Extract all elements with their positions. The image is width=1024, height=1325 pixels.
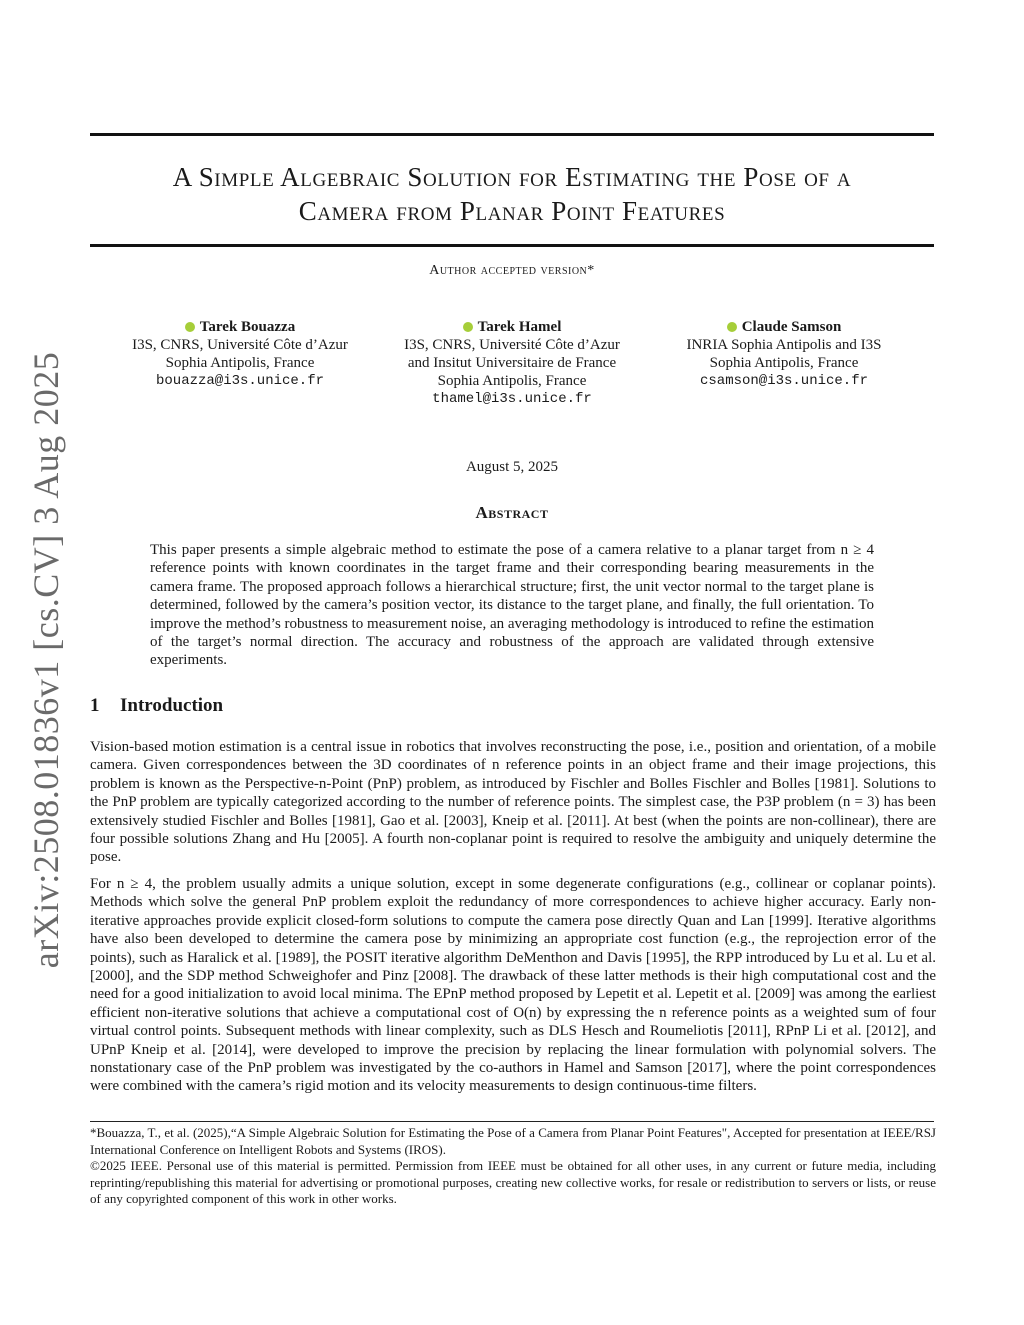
author-name: Claude Samson — [741, 319, 842, 335]
author-email[interactable]: thamel@i3s.unice.fr — [432, 391, 592, 407]
section-title: Introduction — [120, 695, 224, 716]
intro-paragraph-2: For n ≥ 4, the problem usually admits a unique solution, except in some degenerate configurations (e.g., collinear or coplanar points). Methods which solve the general PnP problem exploit the redundancy of more correspondences to achieve higher accuracy. Early non-iterative approaches provide explicit closed-form solutions to compute the camera pose directly Quan and Lan [1999]. Iterative algorithms have also been developed to determine the camera pose by minimizing an appropriate cost function (e.g., the reprojection error of the points), such as Haralick et al. [1989], the POSIT iterative algorithm DeMenthon and Davis [1995], the RPP introduced by Lu et al. Lu et al. [2000], and the SDP method Schweighofer and Pinz [2008]. The drawback of these latter methods is their high computational cost and the need for a good initialization to avoid local minima. The EPnP method proposed by Lepetit et al. Lepetit et al. [2009] was among the earliest efficient non-iterative solutions that achieve a computational cost of O(n) by expressing the n reference points as a weighted sum of four virtual control points. Subsequent methods with linear complexity, such as DLS Hesch and Roumeliotis [2011], RPnP Li et al. [2012], and UPnP Kneip et al. [2014], were developed to improve the precision by replacing the linear formulation with polynomial solvers. The nonstationary case of the PnP problem was investigated by the co-authors in Hamel and Samson [2017], where the point correspondences were combined with the camera’s rigid motion and its velocity measurements to design continuous-time filters. — [90, 876, 936, 1095]
author-name: Tarek Hamel — [477, 319, 562, 335]
author-location: Sophia Antipolis, France — [437, 373, 587, 389]
author-name: Tarek Bouazza — [199, 319, 296, 335]
arxiv-id-text: arXiv:2508.01836v1 [cs.CV] 3 Aug 2025 — [26, 351, 66, 969]
footnote-citation: *Bouazza, T., et al. (2025),“A Simple Algebraic Solution for Estimating the Pose of a Camera from Planar Point Features", Accepted for presentation at IEEE/RSJ International Conference on Intelligent Robots and Systems (IROS). — [90, 1125, 936, 1157]
author-location: Sophia Antipolis, France — [165, 355, 315, 371]
paper-date: August 5, 2025 — [465, 459, 559, 475]
author-affiliation-2: and Insitut Universitaire de France — [407, 355, 617, 371]
author-affiliation: I3S, CNRS, Université Côte d’Azur — [404, 337, 620, 353]
title-top-rule — [90, 133, 934, 136]
footnote-copyright: ©2025 IEEE. Personal use of this material is permitted. Permission from IEEE must be obtained for all other uses, in any current or future media, including reprinting/republishing this material for advertising or promotional purposes, creating new collective works, for resale or redistribution to servers or lists, or reuse of any copyrighted component of this work in other works. — [90, 1158, 936, 1206]
version-subtitle: Author accepted version* — [429, 263, 595, 278]
footnote-rule — [90, 1121, 934, 1122]
author-2 — [377, 318, 647, 408]
section-heading — [90, 695, 223, 717]
orcid-icon[interactable] — [185, 322, 195, 332]
author-email[interactable]: csamson@i3s.unice.fr — [699, 373, 869, 389]
orcid-icon[interactable] — [727, 322, 737, 332]
author-affiliation: I3S, CNRS, Université Côte d’Azur — [132, 337, 348, 353]
author-block — [105, 318, 919, 408]
author-email[interactable]: bouazza@i3s.unice.fr — [155, 373, 325, 389]
abstract-text: This paper presents a simple algebraic method to estimate the pose of a camera relative to a planar target from n ≥ 4 reference points with known coordinates in the target frame and their corresponding bearing measurements in the camera frame. The proposed approach follows a hierarchical structure; first, the unit vector normal to the target plane is determined, followed by the camera’s position vector, its distance to the target plane, and finally, the full orientation. To improve the method’s robustness to measurement noise, an averaging methodology is introduced to refine the estimation of the target’s normal direction. The accuracy and robustness of the approach are validated through extensive experiments. — [150, 542, 874, 669]
author-3 — [649, 318, 919, 408]
author-affiliation: INRIA Sophia Antipolis and I3S — [686, 337, 882, 353]
author-1 — [105, 318, 375, 408]
orcid-icon[interactable] — [463, 322, 473, 332]
title-line-1: A Simple Algebraic Solution for Estimating the Pose of a — [172, 162, 852, 192]
intro-paragraph-1: Vision-based motion estimation is a central issue in robotics that involves reconstructing the pose, i.e., position and orientation, of a mobile camera. Given correspondences between the 3D coordinates of n reference points in an object frame and their image projections, this problem is known as the Perspective-n-Point (PnP) problem, as introduced by Fischler and Bolles Fischler and Bolles [1981]. Solutions to the PnP problem are typically categorized according to the number of reference points. The simplest case, the P3P problem (n = 3) has been extensively studied Fischler and Bolles [1981], Gao et al. [2003], Kneip et al. [2011]. At best (when the points are non-collinear), there are four possible solutions Zhang and Hu [2005]. A fourth non-coplanar point is required to resolve the ambiguity and uniquely determine the pose. — [90, 739, 936, 866]
section-number: 1 — [90, 695, 100, 716]
paper-title — [90, 160, 934, 228]
author-location: Sophia Antipolis, France — [709, 355, 859, 371]
title-line-2: Camera from Planar Point Features — [298, 196, 726, 226]
arxiv-sidebar-stamp — [22, 351, 70, 969]
title-bottom-rule — [90, 244, 934, 247]
abstract-heading: Abstract — [475, 503, 549, 522]
